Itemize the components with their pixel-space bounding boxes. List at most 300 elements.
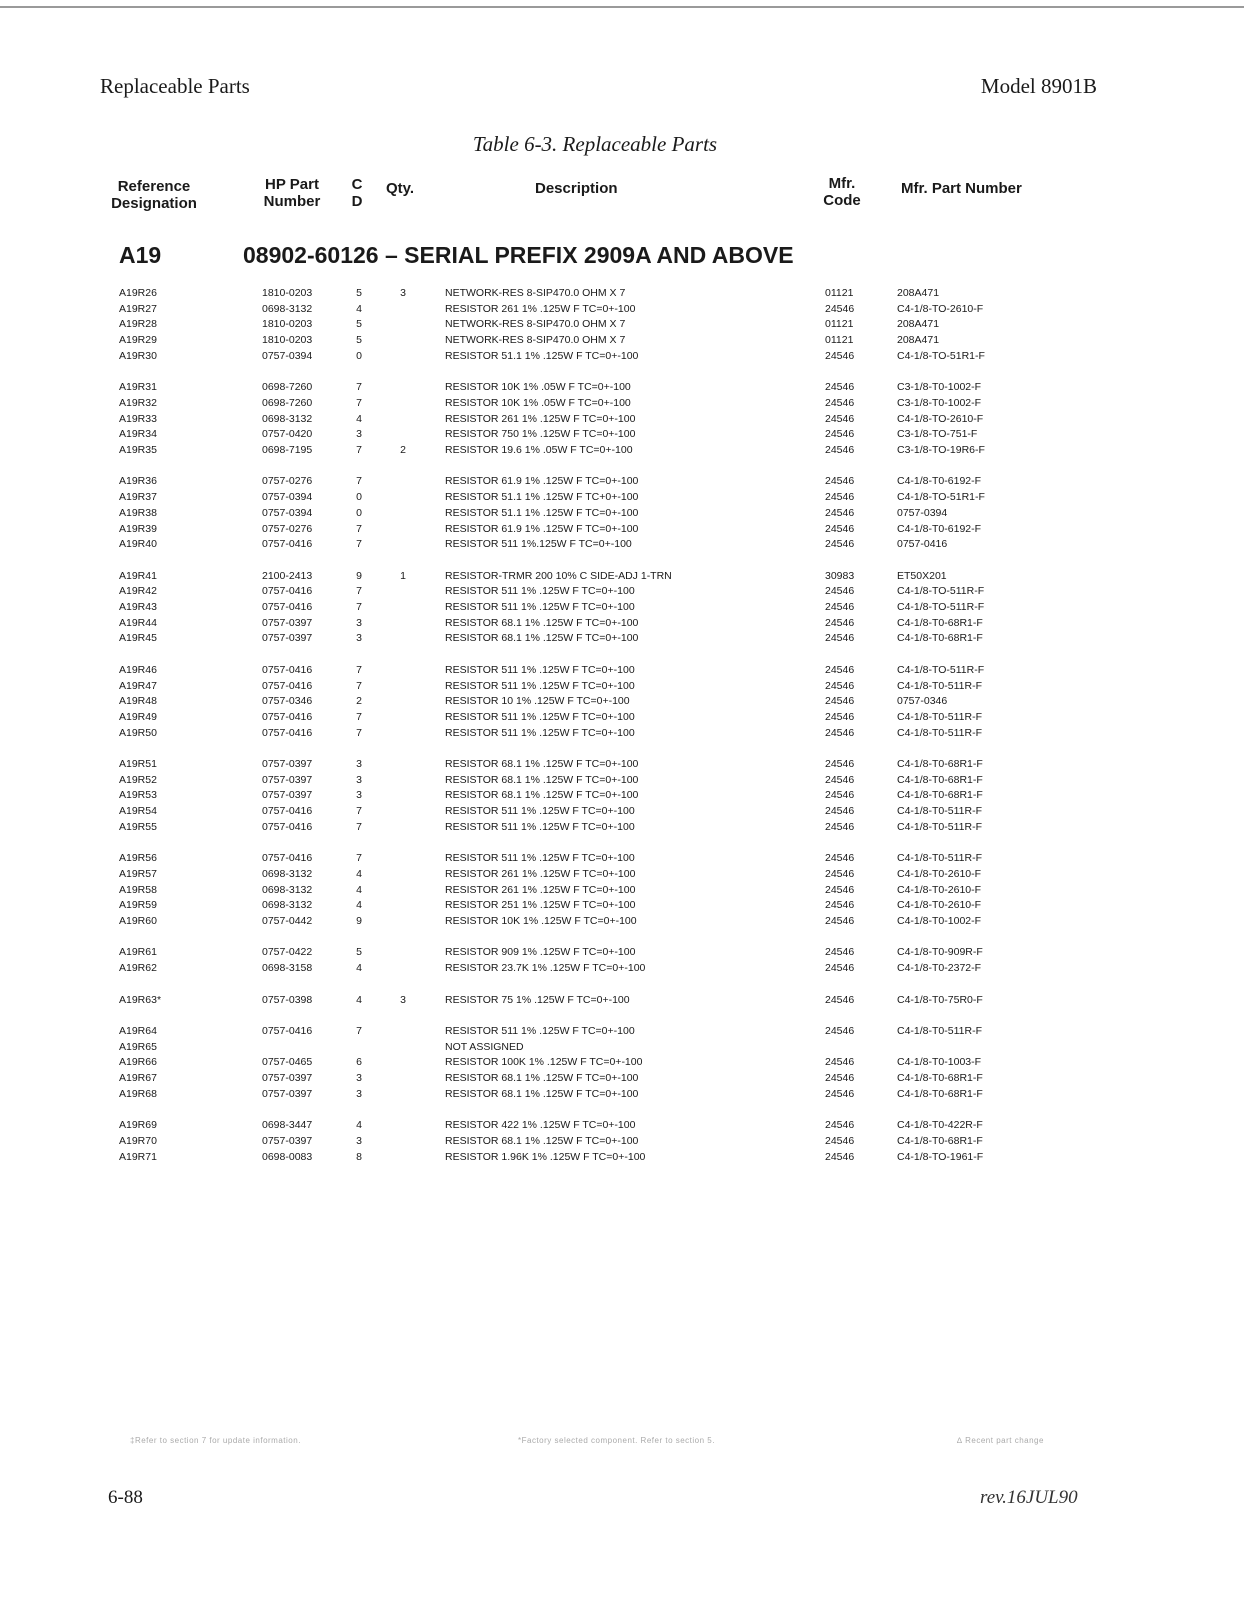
mfr-code-cell: 24546 bbox=[825, 820, 855, 833]
mfr-code-cell: 24546 bbox=[825, 899, 855, 912]
description-cell: RESISTOR 10K 1% .05W F TC=0+-100 bbox=[445, 381, 631, 394]
mfr-code-cell: 24546 bbox=[825, 302, 855, 315]
column-header-qty: Qty. bbox=[386, 180, 415, 197]
description-cell: RESISTOR 51.1 1% .125W F TC+0+-100 bbox=[445, 491, 639, 504]
mfr-code-cell: 24546 bbox=[825, 962, 855, 975]
hp-part-cell: 0757-0420 bbox=[262, 428, 313, 441]
cd-cell: 5 bbox=[356, 946, 362, 959]
mfr-code-cell: 24546 bbox=[825, 506, 855, 519]
table-row bbox=[0, 333, 1244, 348]
description-cell: RESISTOR 511 1% .125W F TC=0+-100 bbox=[445, 585, 635, 598]
cd-cell: 3 bbox=[356, 632, 362, 645]
mfr-part-number-cell: C4-1/8-T0-511R-F bbox=[897, 852, 982, 865]
cd-cell: 7 bbox=[356, 475, 362, 488]
table-row bbox=[0, 1150, 1244, 1165]
table-row bbox=[0, 490, 1244, 505]
description-cell: RESISTOR 61.9 1% .125W F TC=0+-100 bbox=[445, 522, 639, 535]
hp-part-cell: 0757-0276 bbox=[262, 475, 313, 488]
mfr-part-number-cell: C4-1/8-T0-2610-F bbox=[897, 899, 982, 912]
hp-part-cell: 1810-0203 bbox=[262, 318, 313, 331]
description-cell: RESISTOR 68.1 1% .125W F TC=0+-100 bbox=[445, 1087, 639, 1100]
cd-cell: 7 bbox=[356, 396, 362, 409]
table-row bbox=[0, 584, 1244, 599]
mfr-part-number-cell: C4-1/8-T0-2610-F bbox=[897, 867, 982, 880]
hp-part-cell: 0757-0397 bbox=[262, 1072, 313, 1084]
hp-part-cell: 0757-0394 bbox=[262, 491, 313, 504]
description-cell: RESISTOR 511 1% .125W F TC=0+-100 bbox=[445, 679, 635, 692]
table-row bbox=[0, 443, 1244, 458]
mfr-part-number-cell: 208A471 bbox=[897, 318, 940, 331]
table-row bbox=[0, 788, 1244, 803]
description-cell: RESISTOR 61.9 1% .125W F TC=0+-100 bbox=[445, 475, 639, 488]
cd-cell: 7 bbox=[356, 601, 362, 613]
table-row bbox=[0, 804, 1244, 819]
revision-date: rev.16JUL90 bbox=[980, 1487, 1078, 1508]
ref-cell: A19R26 bbox=[119, 287, 157, 299]
description-cell: RESISTOR 51.1 1% .125W F TC=0+-100 bbox=[445, 506, 639, 519]
ref-cell: A19R45 bbox=[119, 632, 157, 645]
table-row bbox=[0, 1024, 1244, 1039]
ref-cell: A19R40 bbox=[119, 538, 157, 551]
ref-cell: A19R36 bbox=[119, 475, 157, 488]
assembly-designation: A19 bbox=[119, 242, 162, 268]
table-row bbox=[0, 945, 1244, 960]
ref-cell: A19R69 bbox=[119, 1119, 157, 1132]
mfr-part-number-cell: C4-1/8-TO-511R-F bbox=[897, 601, 985, 613]
cd-cell: 7 bbox=[356, 726, 362, 739]
cd-cell: 0 bbox=[356, 349, 362, 362]
qty-cell: 1 bbox=[400, 569, 406, 582]
table-row bbox=[0, 694, 1244, 709]
ref-cell: A19R53 bbox=[119, 789, 157, 802]
column-header-mfr-code bbox=[812, 175, 872, 209]
table-row bbox=[0, 317, 1244, 332]
cd-cell: 5 bbox=[356, 287, 362, 299]
table-row bbox=[0, 427, 1244, 442]
cd-cell: 9 bbox=[356, 569, 362, 582]
hp-part-cell: 0698-7260 bbox=[262, 396, 313, 409]
mfr-code-cell: 24546 bbox=[825, 867, 855, 880]
mfr-code-cell: 01121 bbox=[825, 318, 854, 331]
description-cell: RESISTOR 23.7K 1% .125W F TC=0+-100 bbox=[445, 962, 646, 975]
table-row bbox=[0, 631, 1244, 646]
mfr-part-number-cell: C4-1/8-T0-75R0-F bbox=[897, 993, 983, 1006]
table-row bbox=[0, 412, 1244, 427]
mfr-code-cell: 24546 bbox=[825, 538, 855, 551]
mfr-code-cell: 24546 bbox=[825, 726, 855, 739]
column-header-cd bbox=[350, 176, 364, 210]
table-title: Table 6-3. Replaceable Parts bbox=[472, 132, 718, 156]
mfr-code-cell: 24546 bbox=[825, 852, 855, 865]
cd-cell: 3 bbox=[356, 1134, 362, 1147]
mfr-code-cell: 01121 bbox=[825, 287, 854, 299]
mfr-part-number-cell: C4-1/8-T0-68R1-F bbox=[897, 632, 983, 645]
description-cell: RESISTOR 10K 1% .05W F TC=0+-100 bbox=[445, 396, 631, 409]
hp-part-cell: 0757-0422 bbox=[262, 946, 313, 959]
hp-part-cell: 2100-2413 bbox=[262, 569, 313, 582]
description-cell: RESISTOR 511 1% .125W F TC=0+-100 bbox=[445, 710, 635, 723]
ref-cell: A19R61 bbox=[119, 946, 157, 959]
cd-cell: 3 bbox=[356, 428, 362, 441]
mfr-code-cell: 24546 bbox=[825, 1134, 855, 1147]
mfr-code-cell: 24546 bbox=[825, 444, 855, 456]
hp-part-cell: 0757-0398 bbox=[262, 993, 313, 1006]
description-cell: RESISTOR 51.1 1% .125W F TC=0+-100 bbox=[445, 349, 639, 362]
column-header-reference-text: Reference Designation bbox=[111, 178, 197, 212]
hp-part-cell: 0757-0397 bbox=[262, 1134, 313, 1147]
hp-part-cell: 0698-7195 bbox=[262, 444, 313, 456]
mfr-part-number-cell: C4-1/8-T0-68R1-F bbox=[897, 773, 983, 786]
mfr-part-number-cell: C4-1/8-T0-68R1-F bbox=[897, 758, 983, 770]
hp-part-cell: 0757-0397 bbox=[262, 773, 313, 786]
hp-part-cell: 0757-0397 bbox=[262, 758, 313, 770]
mfr-part-number-cell: C4-1/8-T0-68R1-F bbox=[897, 789, 983, 802]
ref-cell: A19R46 bbox=[119, 663, 157, 676]
mfr-part-number-cell: 208A471 bbox=[897, 287, 940, 299]
ref-cell: A19R29 bbox=[119, 334, 157, 347]
mfr-code-cell: 24546 bbox=[825, 491, 855, 504]
ref-cell: A19R57 bbox=[119, 867, 157, 880]
description-cell: RESISTOR 909 1% .125W F TC=0+-100 bbox=[445, 946, 636, 959]
mfr-part-number-cell: C3-1/8-T0-1002-F bbox=[897, 396, 982, 409]
ref-cell: A19R59 bbox=[119, 899, 157, 912]
ref-cell: A19R34 bbox=[119, 428, 157, 441]
column-header-description: Description bbox=[535, 180, 618, 197]
mfr-code-cell: 24546 bbox=[825, 773, 855, 786]
description-cell: RESISTOR 511 1% .125W F TC=0+-100 bbox=[445, 852, 635, 865]
mfr-code-cell: 24546 bbox=[825, 349, 855, 362]
cd-cell: 7 bbox=[356, 679, 362, 692]
mfr-part-number-cell: C4-1/8-T0-68R1-F bbox=[897, 616, 983, 629]
hp-part-cell: 0757-0416 bbox=[262, 679, 313, 692]
ref-cell: A19R32 bbox=[119, 396, 157, 409]
cd-cell: 7 bbox=[356, 805, 362, 818]
mfr-part-number-cell: 0757-0416 bbox=[897, 538, 948, 551]
hp-part-cell: 0757-0416 bbox=[262, 538, 313, 551]
table-row bbox=[0, 616, 1244, 631]
cd-cell: 7 bbox=[356, 1024, 362, 1037]
ref-cell: A19R54 bbox=[119, 805, 157, 818]
table-row bbox=[0, 961, 1244, 976]
table-row bbox=[0, 286, 1244, 301]
cd-cell: 0 bbox=[356, 491, 362, 504]
table-row bbox=[0, 396, 1244, 411]
ref-cell: A19R48 bbox=[119, 695, 157, 708]
mfr-part-number-cell: C4-1/8-T0-2610-F bbox=[897, 883, 982, 896]
ref-cell: A19R60 bbox=[119, 915, 157, 927]
ref-cell: A19R31 bbox=[119, 381, 157, 394]
cd-cell: 3 bbox=[356, 773, 362, 786]
mfr-code-cell: 24546 bbox=[825, 601, 855, 613]
hp-part-cell: 0698-0083 bbox=[262, 1150, 313, 1163]
footnote-factory-selected: *Factory selected component. Refer to section 5. bbox=[518, 1436, 715, 1445]
mfr-code-cell: 01121 bbox=[825, 334, 854, 347]
table-row bbox=[0, 1055, 1244, 1070]
cd-cell: 4 bbox=[356, 899, 362, 912]
mfr-code-cell: 24546 bbox=[825, 1119, 855, 1132]
footnote-update: ‡Refer to section 7 for update information. bbox=[130, 1436, 301, 1445]
description-cell: NETWORK-RES 8-SIP470.0 OHM X 7 bbox=[445, 318, 626, 331]
mfr-part-number-cell: C4-1/8-T0-511R-F bbox=[897, 679, 982, 692]
mfr-part-number-cell: C4-1/8-T0-68R1-F bbox=[897, 1072, 983, 1084]
cd-cell: 7 bbox=[356, 444, 362, 456]
description-cell: RESISTOR 511 1% .125W F TC=0+-100 bbox=[445, 663, 635, 676]
cd-cell: 3 bbox=[356, 789, 362, 802]
table-row bbox=[0, 663, 1244, 678]
table-row bbox=[0, 726, 1244, 741]
description-cell: NETWORK-RES 8-SIP470.0 OHM X 7 bbox=[445, 287, 626, 299]
ref-cell: A19R56 bbox=[119, 852, 157, 865]
description-cell: NOT ASSIGNED bbox=[445, 1040, 524, 1053]
ref-cell: A19R67 bbox=[119, 1072, 157, 1084]
table-row bbox=[0, 349, 1244, 364]
mfr-code-cell: 24546 bbox=[825, 993, 855, 1006]
table-row bbox=[0, 993, 1244, 1008]
mfr-part-number-cell: C4-1/8-T0-68R1-F bbox=[897, 1134, 983, 1147]
table-row bbox=[0, 537, 1244, 552]
hp-part-cell: 0757-0416 bbox=[262, 820, 313, 833]
mfr-code-cell: 24546 bbox=[825, 1087, 855, 1100]
description-cell: RESISTOR 511 1%.125W F TC=0+-100 bbox=[445, 538, 632, 551]
ref-cell: A19R37 bbox=[119, 491, 157, 504]
description-cell: RESISTOR 19.6 1% .05W F TC=0+-100 bbox=[445, 444, 633, 456]
footnote-recent-change: ∆ Recent part change bbox=[957, 1436, 1044, 1445]
table-row bbox=[0, 569, 1244, 584]
description-cell: RESISTOR 68.1 1% .125W F TC=0+-100 bbox=[445, 1134, 639, 1147]
ref-cell: A19R49 bbox=[119, 710, 157, 723]
cd-cell: 7 bbox=[356, 852, 362, 865]
table-row bbox=[0, 1071, 1244, 1086]
mfr-part-number-cell: C3-1/8-TO-19R6-F bbox=[897, 444, 985, 456]
ref-cell: A19R52 bbox=[119, 773, 157, 786]
cd-cell: 4 bbox=[356, 962, 362, 975]
mfr-code-cell: 24546 bbox=[825, 632, 855, 645]
cd-cell: 7 bbox=[356, 820, 362, 833]
description-cell: RESISTOR 10K 1% .125W F TC=0+-100 bbox=[445, 915, 637, 927]
hp-part-cell: 0698-3132 bbox=[262, 302, 313, 315]
ref-cell: A19R33 bbox=[119, 412, 157, 425]
mfr-part-number-cell: C3-1/8-TO-751-F bbox=[897, 428, 978, 441]
description-cell: RESISTOR 68.1 1% .125W F TC=0+-100 bbox=[445, 789, 639, 802]
ref-cell: A19R35 bbox=[119, 444, 157, 456]
ref-cell: A19R27 bbox=[119, 302, 157, 315]
mfr-code-cell: 24546 bbox=[825, 695, 855, 708]
hp-part-cell: 1810-0203 bbox=[262, 287, 313, 299]
description-cell: RESISTOR 1.96K 1% .125W F TC=0+-100 bbox=[445, 1150, 646, 1163]
ref-cell: A19R30 bbox=[119, 349, 157, 362]
hp-part-cell: 0757-0346 bbox=[262, 695, 313, 708]
hp-part-cell: 0757-0416 bbox=[262, 805, 313, 818]
cd-cell: 7 bbox=[356, 585, 362, 598]
hp-part-cell: 0757-0394 bbox=[262, 349, 313, 362]
column-header-reference bbox=[104, 178, 204, 212]
description-cell: RESISTOR 261 1% .125W F TC=0+-100 bbox=[445, 867, 636, 880]
page-number: 6-88 bbox=[108, 1487, 143, 1508]
cd-cell: 3 bbox=[356, 1087, 362, 1100]
hp-part-cell: 1810-0203 bbox=[262, 334, 313, 347]
ref-cell: A19R55 bbox=[119, 820, 157, 833]
description-cell: RESISTOR 750 1% .125W F TC=0+-100 bbox=[445, 428, 636, 441]
description-cell: RESISTOR 10 1% .125W F TC=0+-100 bbox=[445, 695, 630, 708]
mfr-code-cell: 24546 bbox=[825, 412, 855, 425]
ref-cell: A19R68 bbox=[119, 1087, 157, 1100]
table-row bbox=[0, 474, 1244, 489]
ref-cell: A19R71 bbox=[119, 1150, 157, 1163]
hp-part-cell: 0757-0394 bbox=[262, 506, 313, 519]
cd-cell: 7 bbox=[356, 381, 362, 394]
table-row bbox=[0, 820, 1244, 835]
mfr-part-number-cell: C4-1/8-TO-1961-F bbox=[897, 1150, 984, 1163]
description-cell: RESISTOR 68.1 1% .125W F TC=0+-100 bbox=[445, 632, 639, 645]
cd-cell: 5 bbox=[356, 318, 362, 331]
hp-part-cell: 0698-3158 bbox=[262, 962, 313, 975]
ref-cell: A19R39 bbox=[119, 522, 157, 535]
hp-part-cell: 0698-3132 bbox=[262, 883, 313, 896]
cd-cell: 7 bbox=[356, 710, 362, 723]
hp-part-cell: 0757-0397 bbox=[262, 616, 313, 629]
cd-cell: 7 bbox=[356, 663, 362, 676]
cd-cell: 3 bbox=[356, 616, 362, 629]
cd-cell: 9 bbox=[356, 915, 362, 927]
description-cell: RESISTOR 511 1% .125W F TC=0+-100 bbox=[445, 820, 635, 833]
description-cell: RESISTOR 75 1% .125W F TC=0+-100 bbox=[445, 993, 630, 1006]
table-row bbox=[0, 898, 1244, 913]
table-row bbox=[0, 1040, 1244, 1055]
mfr-code-cell: 24546 bbox=[825, 1072, 855, 1084]
mfr-code-cell: 24546 bbox=[825, 381, 855, 394]
hp-part-cell: 0757-0416 bbox=[262, 601, 313, 613]
cd-cell: 6 bbox=[356, 1056, 362, 1069]
cd-cell: 7 bbox=[356, 522, 362, 535]
table-row bbox=[0, 522, 1244, 537]
mfr-part-number-cell: C4-1/8-T0-6192-F bbox=[897, 475, 982, 488]
table-row bbox=[0, 710, 1244, 725]
ref-cell: A19R43 bbox=[119, 601, 157, 613]
cd-cell: 3 bbox=[356, 1072, 362, 1084]
mfr-part-number-cell: C4-1/8-T0-1003-F bbox=[897, 1056, 982, 1069]
mfr-part-number-cell: C4-1/8-T0-511R-F bbox=[897, 1024, 982, 1037]
qty-cell: 3 bbox=[400, 287, 406, 299]
hp-part-cell: 0698-3132 bbox=[262, 867, 313, 880]
mfr-code-cell: 24546 bbox=[825, 1150, 855, 1163]
cd-cell: 4 bbox=[356, 412, 362, 425]
qty-cell: 2 bbox=[400, 444, 406, 456]
mfr-part-number-cell: C4-1/8-T0-6192-F bbox=[897, 522, 982, 535]
hp-part-cell: 0698-3132 bbox=[262, 899, 313, 912]
mfr-part-number-cell: C4-1/8-T0-68R1-F bbox=[897, 1087, 983, 1100]
description-cell: RESISTOR 251 1% .125W F TC=0+-100 bbox=[445, 899, 636, 912]
table-row bbox=[0, 1087, 1244, 1102]
ref-cell: A19R64 bbox=[119, 1024, 157, 1037]
ref-cell: A19R50 bbox=[119, 726, 157, 739]
running-head-section: Replaceable Parts bbox=[100, 74, 250, 98]
cd-cell: 4 bbox=[356, 883, 362, 896]
hp-part-cell: 0757-0416 bbox=[262, 710, 313, 723]
mfr-code-cell: 24546 bbox=[825, 946, 855, 959]
hp-part-cell: 0698-3447 bbox=[262, 1119, 313, 1132]
table-row bbox=[0, 914, 1244, 929]
ref-cell: A19R51 bbox=[119, 758, 157, 770]
description-cell: RESISTOR 68.1 1% .125W F TC=0+-100 bbox=[445, 616, 639, 629]
qty-cell: 3 bbox=[400, 993, 406, 1006]
mfr-part-number-cell: C4-1/8-TO-2610-F bbox=[897, 412, 984, 425]
ref-cell: A19R42 bbox=[119, 585, 157, 598]
mfr-part-number-cell: C4-1/8-T0-1002-F bbox=[897, 915, 982, 927]
running-head-model: Model 8901B bbox=[980, 74, 1097, 98]
cd-cell: 4 bbox=[356, 993, 362, 1006]
mfr-code-cell: 24546 bbox=[825, 585, 855, 598]
top-rule bbox=[0, 6, 1244, 8]
description-cell: RESISTOR 422 1% .125W F TC=0+-100 bbox=[445, 1119, 636, 1132]
mfr-part-number-cell: C4-1/8-TO-51R1-F bbox=[897, 349, 985, 362]
ref-cell: A19R70 bbox=[119, 1134, 157, 1147]
table-row bbox=[0, 679, 1244, 694]
assembly-title: 08902-60126 – SERIAL PREFIX 2909A AND ABOVE bbox=[243, 242, 794, 268]
description-cell: RESISTOR 261 1% .125W F TC=0+-100 bbox=[445, 412, 636, 425]
table-row bbox=[0, 302, 1244, 317]
hp-part-cell: 0757-0416 bbox=[262, 852, 313, 865]
table-row bbox=[0, 867, 1244, 882]
mfr-code-cell: 24546 bbox=[825, 475, 855, 488]
column-header-mfr-code-text: Mfr. Code bbox=[823, 175, 861, 209]
mfr-code-cell: 24546 bbox=[825, 883, 855, 896]
mfr-code-cell: 24546 bbox=[825, 616, 855, 629]
mfr-part-number-cell: C4-1/8-T0-511R-F bbox=[897, 726, 982, 739]
table-row bbox=[0, 773, 1244, 788]
ref-cell: A19R28 bbox=[119, 318, 157, 331]
column-header-cd-text: C D bbox=[351, 176, 363, 210]
mfr-code-cell: 24546 bbox=[825, 679, 855, 692]
hp-part-cell: 0757-0416 bbox=[262, 1024, 313, 1037]
mfr-code-cell: 24546 bbox=[825, 805, 855, 818]
table-row bbox=[0, 506, 1244, 521]
cd-cell: 4 bbox=[356, 867, 362, 880]
hp-part-cell: 0757-0397 bbox=[262, 1087, 313, 1100]
mfr-code-cell: 24546 bbox=[825, 428, 855, 441]
table-row bbox=[0, 851, 1244, 866]
description-cell: RESISTOR 511 1% .125W F TC=0+-100 bbox=[445, 726, 635, 739]
mfr-part-number-cell: C4-1/8-T0-511R-F bbox=[897, 820, 982, 833]
hp-part-cell: 0757-0416 bbox=[262, 585, 313, 598]
mfr-code-cell: 24546 bbox=[825, 1056, 855, 1069]
ref-cell: A19R62 bbox=[119, 962, 157, 975]
table-row bbox=[0, 380, 1244, 395]
description-cell: RESISTOR 261 1% .125W F TC=0+-100 bbox=[445, 302, 636, 315]
hp-part-cell: 0757-0397 bbox=[262, 632, 313, 645]
mfr-part-number-cell: C4-1/8-T0-2372-F bbox=[897, 962, 982, 975]
mfr-part-number-cell: C4-1/8-TO-511R-F bbox=[897, 585, 985, 598]
ref-cell: A19R38 bbox=[119, 506, 157, 519]
table-row bbox=[0, 1134, 1244, 1149]
description-cell: RESISTOR 100K 1% .125W F TC=0+-100 bbox=[445, 1056, 643, 1069]
mfr-code-cell: 24546 bbox=[825, 710, 855, 723]
column-header-hp-part-text: HP Part Number bbox=[263, 176, 321, 210]
description-cell: RESISTOR 68.1 1% .125W F TC=0+-100 bbox=[445, 1072, 639, 1084]
cd-cell: 3 bbox=[356, 758, 362, 770]
hp-part-cell: 0757-0397 bbox=[262, 789, 313, 802]
hp-part-cell: 0757-0416 bbox=[262, 663, 313, 676]
footnotes bbox=[0, 1436, 1244, 1450]
mfr-part-number-cell: ET50X201 bbox=[897, 569, 947, 582]
description-cell: RESISTOR 68.1 1% .125W F TC=0+-100 bbox=[445, 773, 639, 786]
hp-part-cell: 0757-0416 bbox=[262, 726, 313, 739]
cd-cell: 8 bbox=[356, 1150, 362, 1163]
cd-cell: 5 bbox=[356, 334, 362, 347]
ref-cell: A19R58 bbox=[119, 883, 157, 896]
mfr-code-cell: 24546 bbox=[825, 663, 855, 676]
ref-cell: A19R44 bbox=[119, 616, 157, 629]
hp-part-cell: 0757-0442 bbox=[262, 915, 313, 927]
